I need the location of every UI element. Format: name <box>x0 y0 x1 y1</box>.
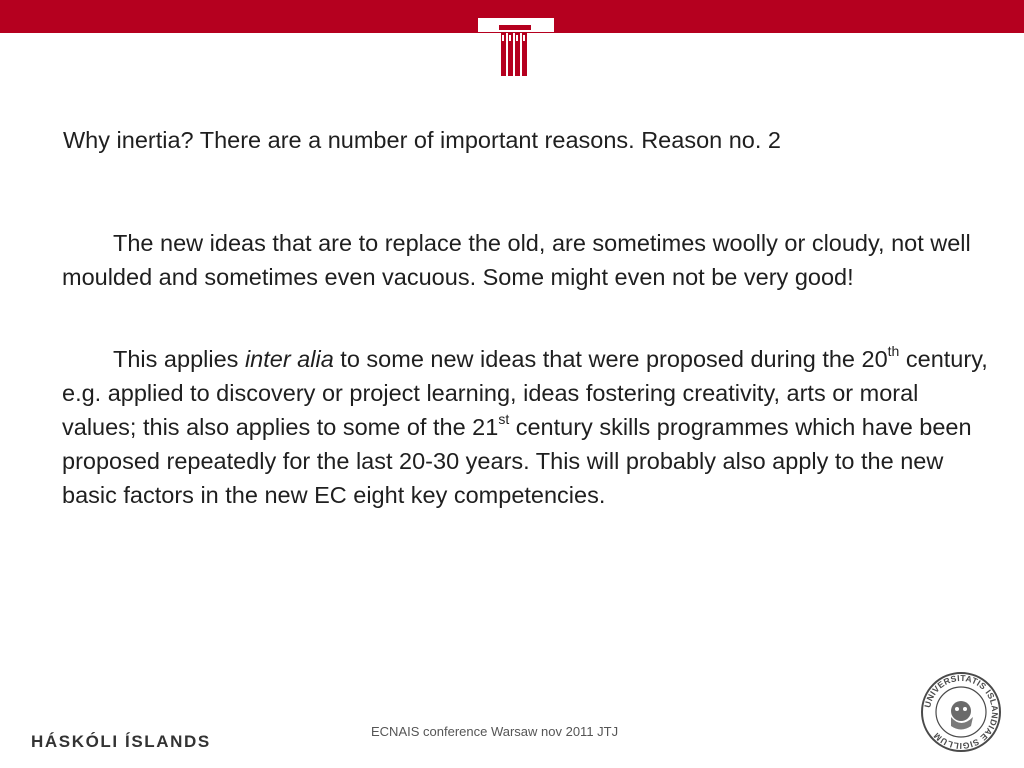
university-name: HÁSKÓLI ÍSLANDS <box>31 732 211 751</box>
slide-title: Why inertia? There are a number of important reasons. Reason no. 2 <box>63 127 782 153</box>
paragraph-2 <box>62 342 997 512</box>
paragraph-2-text: century skills programmes which have been proposed repeatedly for the last 20-30 years. This will probably also apply to the new basic factors in the new EC eight key competencies. <box>62 414 972 508</box>
paragraph-2-text: to some new ideas that were proposed during the 20 <box>333 346 888 372</box>
paragraph-1: The new ideas that are to replace the old, are sometimes woolly or cloudy, not well moulded and sometimes even vacuous. Some might even not be very good! <box>62 230 971 290</box>
seal-text: UNIVERSITATIS ISLANDIAE SIGILLUM <box>922 672 1001 752</box>
superscript: st <box>498 411 510 428</box>
university-seal-icon <box>920 671 1002 753</box>
superscript: th <box>887 343 900 360</box>
footer-note: ECNAIS conference Warsaw nov 2011 JTJ <box>371 724 619 739</box>
university-pillar-logo <box>478 18 554 78</box>
paragraph-2-italic: inter alia <box>244 346 334 372</box>
paragraph-2-text: century, e.g. applied to discovery or project learning, ideas fostering creativity, arts or moral values; this also applies to some of the 21 <box>62 346 988 440</box>
slide-body <box>62 226 997 512</box>
paragraph-2-text: This applies <box>113 346 245 372</box>
